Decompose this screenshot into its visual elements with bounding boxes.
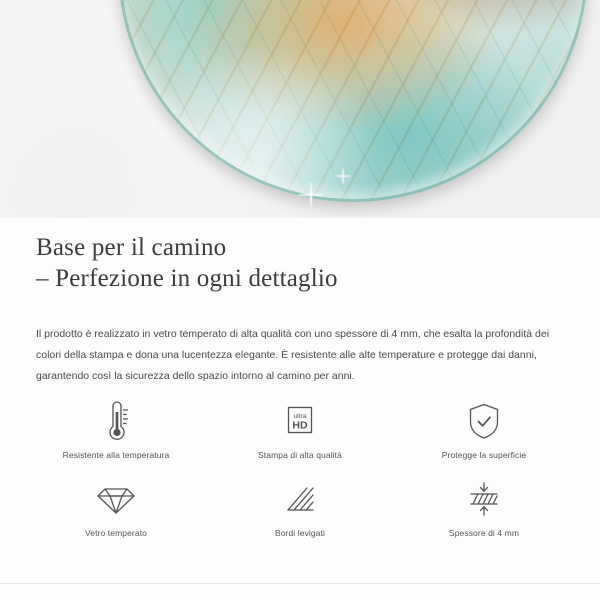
hero-image <box>0 0 600 218</box>
shield-check-icon <box>464 398 504 444</box>
headline-line-1: Base per il camino <box>36 234 227 261</box>
bottom-divider <box>0 583 600 584</box>
feature-item <box>24 398 208 476</box>
feature-label: Protegge la superficie <box>441 450 527 460</box>
feature-item <box>24 476 208 554</box>
svg-text:HD: HD <box>292 419 308 432</box>
ultra-hd-icon <box>281 398 319 444</box>
glass-plate-image <box>118 0 588 202</box>
feature-label: Stampa di alta qualità <box>258 450 342 460</box>
feature-item <box>392 398 576 476</box>
body-paragraph: Il prodotto è realizzato in vetro temperato di alta qualità con uno spessore di 4 mm, che esalta la profondità dei colori della stampa e dona una lucentezza elegante. È resistente alle alte temperature e protegge dai danni, garantendo così la sicurezza dello spazio intorno al camino per anni. <box>36 327 550 382</box>
feature-item <box>208 476 392 554</box>
feature-item <box>208 398 392 476</box>
feature-label: Vetro temperato <box>85 528 147 538</box>
polished-edges-icon <box>280 476 320 522</box>
svg-text:ultra: ultra <box>293 413 307 420</box>
feature-grid <box>24 398 576 554</box>
feature-label: Spessore di 4 mm <box>448 528 520 538</box>
feature-item <box>392 476 576 554</box>
feature-label: Bordi levigati <box>274 528 326 538</box>
diamond-icon <box>95 476 137 522</box>
thickness-arrows-icon <box>464 476 504 522</box>
thermometer-icon <box>97 398 135 444</box>
page-title <box>36 232 576 294</box>
headline-line-2: – Perfezione in ogni dettaglio <box>36 265 338 292</box>
feature-label: Resistente alla temperatura <box>62 450 170 460</box>
